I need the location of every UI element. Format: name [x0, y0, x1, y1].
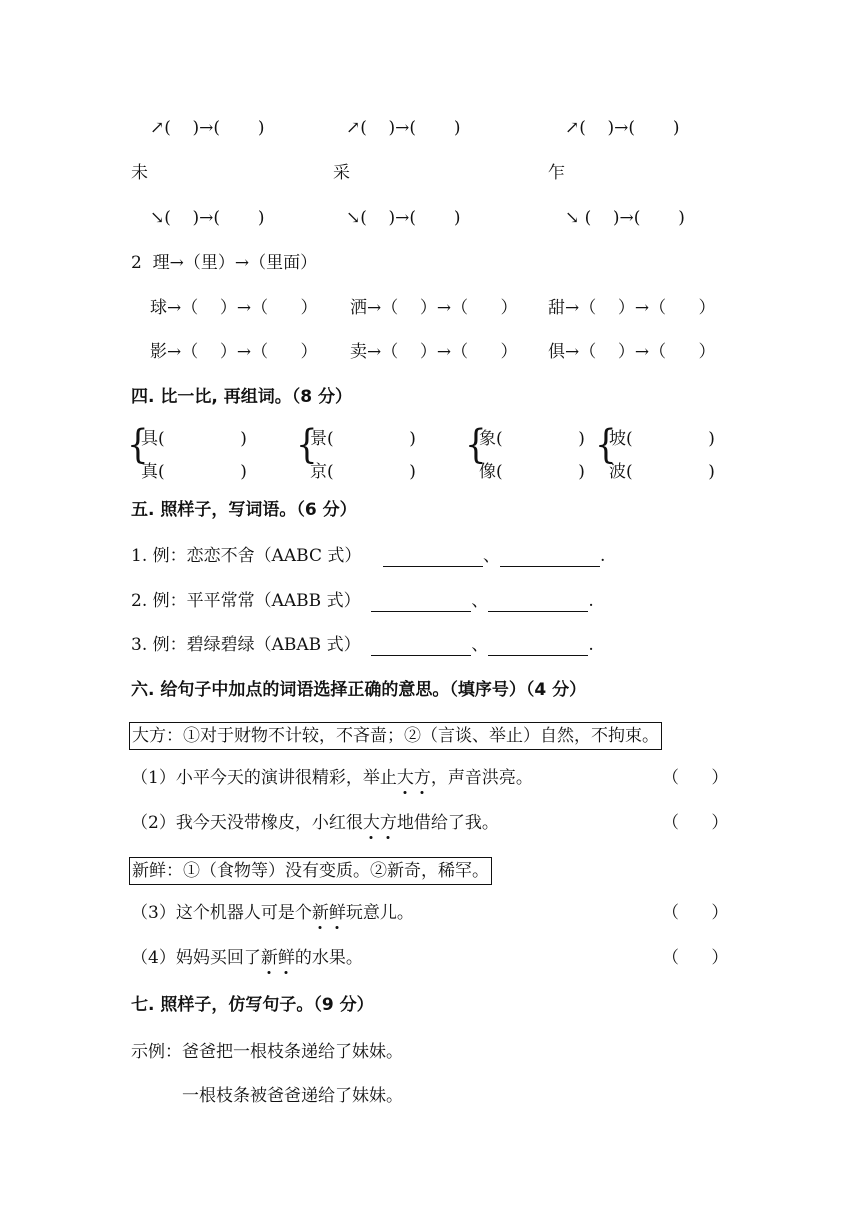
- char-chain-3: 甜→（ ）→（ ）: [548, 298, 716, 318]
- question-text: 地借给了我。: [396, 813, 499, 833]
- answer-slot-4[interactable]: （ ）: [662, 948, 729, 968]
- question-1: [131, 767, 533, 789]
- dotted-char: 方: [413, 768, 431, 788]
- brace-1: {: [127, 422, 149, 468]
- answer-slot-1[interactable]: （ ）: [662, 768, 729, 788]
- definition-box-xinxian: 新鲜：①（食物等）没有变质。②新奇，稀罕。: [129, 857, 492, 885]
- question-text: （1）小平今天的演讲很精彩，举止: [131, 768, 397, 788]
- compare-word-top-1: 具( ): [141, 429, 247, 449]
- compare-word-bottom-4: 波( ): [609, 462, 715, 482]
- dotted-char: 新: [311, 903, 329, 923]
- question-text: 的水果。: [294, 948, 363, 968]
- char-chain-6: 俱→（ ）→（ ）: [548, 342, 716, 362]
- char-chain-5: 卖→（ ）→（ ）: [350, 342, 518, 362]
- char-chain-1: 球→（ ）→（ ）: [150, 298, 318, 318]
- answer-slot-3[interactable]: （ ）: [662, 903, 729, 923]
- arrow-down-row-2: ↘( )→( ): [346, 208, 461, 228]
- question-text: （4）妈妈买回了: [131, 948, 261, 968]
- arrow-up-row-3: ↗( )→( ): [565, 118, 680, 138]
- arrow-down-row-1: ↘( )→( ): [150, 208, 265, 228]
- answer-blank[interactable]: [371, 593, 471, 612]
- answer-blank[interactable]: [488, 593, 588, 612]
- word-pattern-item-3: [131, 634, 594, 656]
- word-pattern-item-1: [131, 545, 605, 567]
- question-text: （2）我今天没带橡皮，小红很: [131, 813, 363, 833]
- base-char-2: 采: [333, 163, 350, 183]
- word-pattern-example: 1. 例：恋恋不舍（AABC 式）: [131, 546, 362, 566]
- word-pattern-example: 2. 例：平平常常（AABB 式）: [131, 591, 361, 611]
- word-pattern-example: 3. 例：碧绿碧绿（ABAB 式）: [131, 635, 361, 655]
- section-7-heading: 七. 照样子，仿写句子。（9 分）: [131, 995, 374, 1015]
- brace-2: {: [296, 422, 318, 468]
- char-chain-2: 洒→（ ）→（ ）: [350, 298, 518, 318]
- compare-word-top-2: 景( ): [310, 429, 416, 449]
- dotted-char: 方: [379, 813, 397, 833]
- section-4-heading: 四. 比一比, 再组词。（8 分）: [131, 387, 352, 407]
- brace-4: {: [595, 422, 617, 468]
- dotted-char: 大: [396, 768, 414, 788]
- arrow-down-row-3: ↘ ( )→( ): [565, 208, 685, 228]
- example-sentence-2: 一根枝条被爸爸递给了妹妹。: [182, 1086, 403, 1106]
- end-mark: .: [588, 635, 594, 655]
- dotted-char: 鲜: [328, 903, 346, 923]
- answer-blank[interactable]: [383, 548, 483, 567]
- example-line: 2 理→（里）→（里面）: [131, 253, 318, 273]
- compare-word-bottom-2: 京( ): [310, 462, 416, 482]
- base-char-1: 未: [131, 163, 148, 183]
- question-2: [131, 812, 499, 834]
- compare-word-bottom-3: 像( ): [479, 462, 585, 482]
- answer-blank[interactable]: [488, 637, 588, 656]
- dotted-char: 新: [260, 948, 278, 968]
- separator: 、: [471, 635, 489, 655]
- definition-box-dafang: 大方：①对于财物不计较，不吝啬；②（言谈、举止）自然，不拘束。: [129, 722, 662, 750]
- section-6-heading: 六. 给句子中加点的词语选择正确的意思。（填序号）（4 分）: [131, 680, 587, 700]
- question-text: （3）这个机器人可是个: [131, 903, 312, 923]
- separator: 、: [471, 591, 489, 611]
- section-5-heading: 五. 照样子，写词语。（6 分）: [131, 500, 357, 520]
- question-3: [131, 902, 414, 924]
- compare-word-top-4: 坡( ): [609, 429, 715, 449]
- compare-word-bottom-1: 真( ): [141, 462, 247, 482]
- base-char-3: 乍: [548, 163, 565, 183]
- end-mark: .: [588, 591, 594, 611]
- dotted-char: 大: [362, 813, 380, 833]
- brace-3: {: [465, 422, 487, 468]
- answer-slot-2[interactable]: （ ）: [662, 813, 729, 833]
- separator: 、: [483, 546, 501, 566]
- end-mark: .: [600, 546, 606, 566]
- question-4: [131, 947, 363, 969]
- compare-word-top-3: 象( ): [479, 429, 585, 449]
- answer-blank[interactable]: [500, 548, 600, 567]
- word-pattern-item-2: [131, 590, 594, 612]
- arrow-up-row-2: ↗( )→( ): [346, 118, 461, 138]
- dotted-char: 鲜: [277, 948, 295, 968]
- char-chain-4: 影→（ ）→（ ）: [150, 342, 318, 362]
- question-text: ，声音洪亮。: [430, 768, 533, 788]
- answer-blank[interactable]: [371, 637, 471, 656]
- arrow-up-row-1: ↗( )→( ): [150, 118, 265, 138]
- example-sentence-1: 示例：爸爸把一根枝条递给了妹妹。: [131, 1042, 403, 1062]
- question-text: 玩意儿。: [345, 903, 414, 923]
